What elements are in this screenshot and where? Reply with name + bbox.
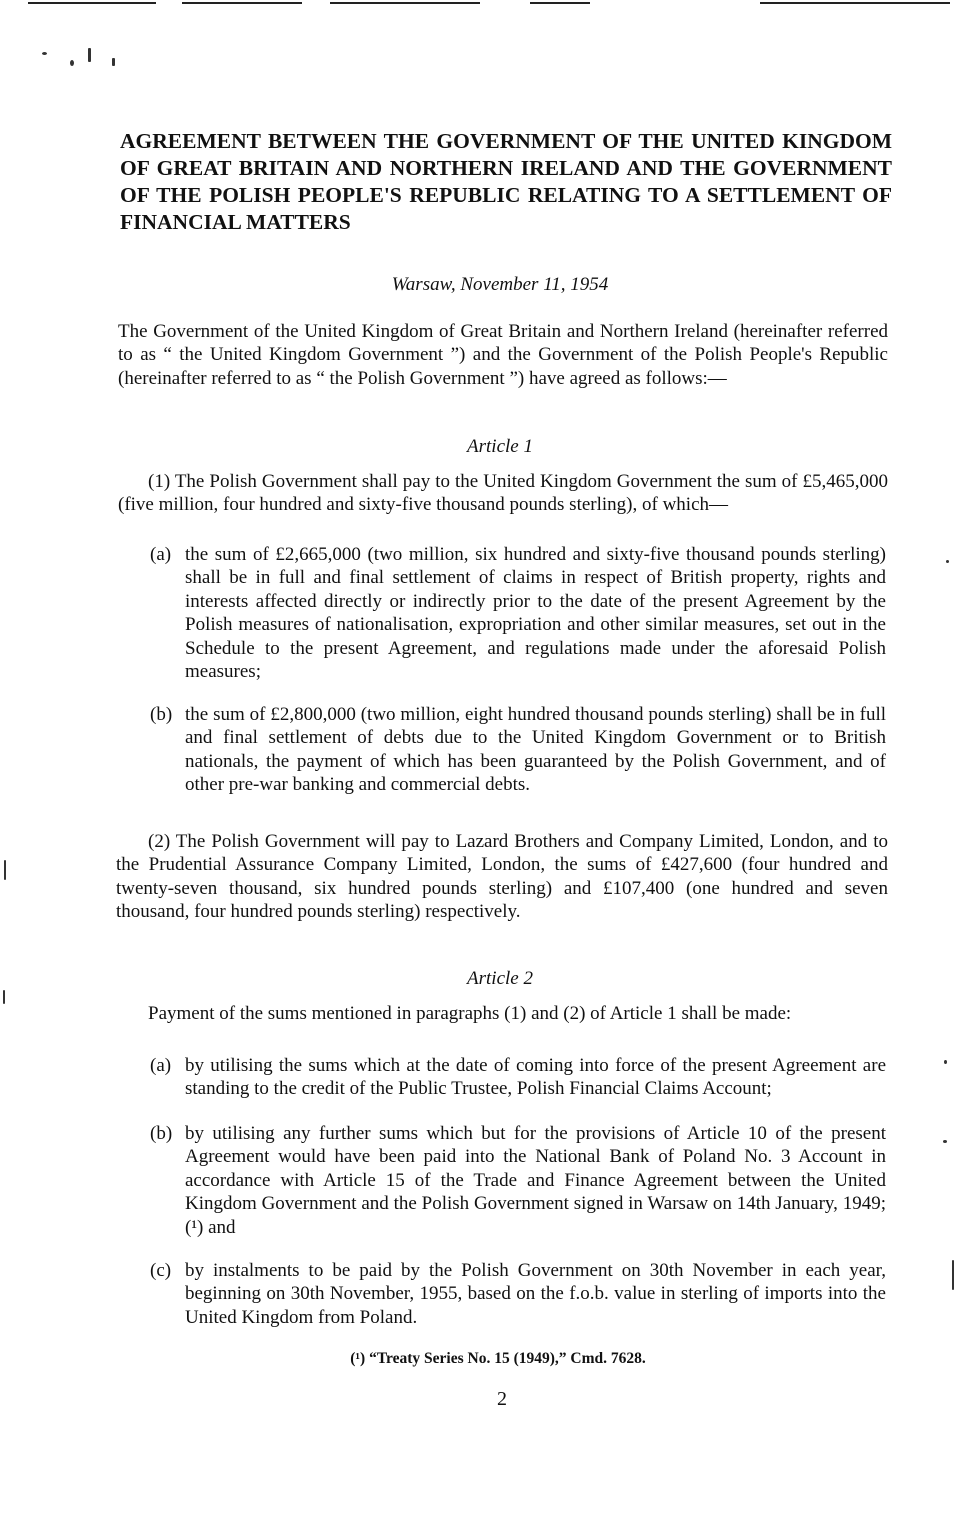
article-2-heading: Article 2 <box>467 968 533 989</box>
article-2-intro: Payment of the sums mentioned in paragraphs (1) and (2) of Article 1 shall be made: <box>148 1003 792 1024</box>
article-1-item-a <box>150 543 886 683</box>
page-number: 2 <box>497 1388 507 1410</box>
item-label: (a) <box>150 1055 172 1076</box>
item-label: (a) <box>150 544 172 565</box>
item-text: by utilising the sums which at the date of coming into force of the present Agreement are standing to the credit of the Public Trustee, Polish Financial Claims Account; <box>185 1055 886 1100</box>
scan-speck <box>946 560 949 563</box>
preamble: The Government of the United Kingdom of Great Britain and Northern Ireland (hereinafter referred to as “ the United Kingdom Government ”) and the Government of the Polish People's Republic (hereinafter referred to as “ the Polish Government ”) have agreed as follows:— <box>118 321 888 389</box>
footnote: (¹) “Treaty Series No. 15 (1949),” Cmd. 7628. <box>350 1350 646 1367</box>
article-2-item-a <box>150 1054 886 1101</box>
dateline: Warsaw, November 11, 1954 <box>391 274 609 295</box>
article-2-item-c <box>150 1259 886 1329</box>
scan-speck <box>3 990 5 1004</box>
article-1-heading: Article 1 <box>467 436 533 457</box>
scan-speck <box>943 1140 947 1143</box>
item-label: (b) <box>150 704 173 725</box>
scan-speck <box>112 58 115 66</box>
item-text: the sum of £2,665,000 (two million, six hundred and sixty-five thousand pounds sterling) shall be in full and final settlement of claims in respect of British property, rights and interests affected directly or indirectly prior to the date of the present Agreement by the Polish measures of nationalisation, expropriation and other similar measures, set out in the Schedule to the present Agreement, and regulations made under the aforesaid Polish measures; <box>185 544 886 683</box>
scan-rule <box>28 2 156 4</box>
item-label: (b) <box>150 1123 173 1144</box>
scan-rule <box>182 2 302 4</box>
scan-rule <box>330 2 480 4</box>
article-1-item-b <box>150 703 886 797</box>
scan-speck <box>42 52 47 55</box>
item-text: by utilising any further sums which but for the provisions of Article 10 of the present Agreement would have been paid into the National Bank of Poland No. 3 Account in accordance with Article 15 of the Trade and Finance Agreement between the United Kingdom Government and the Polish Government signed in Warsaw on 14th January, 1949;(¹) and <box>185 1123 886 1238</box>
item-text: the sum of £2,800,000 (two million, eight hundred thousand pounds sterling) shall be in full and final settlement of debts due to the United Kingdom Government or to British nationals, the payment of which has been guaranteed by the Polish Government, and of other pre-war banking and commercial debts. <box>185 704 886 796</box>
agreement-title: AGREEMENT BETWEEN THE GOVERNMENT OF THE UNITED KINGDOM OF GREAT BRITAIN AND NORTHERN IRELAND AND THE GOVERNMENT OF THE POLISH PEOPLE'S REPUBLIC RELATING TO A SETTLEMENT OF FINANCIAL MATTERS <box>120 129 892 234</box>
scan-rule <box>760 2 950 4</box>
article-1-paragraph-1: (1) The Polish Government shall pay to the United Kingdom Government the sum of £5,465,000 (five million, four hundred and sixty-five thousand pounds sterling), of which— <box>118 471 888 516</box>
scan-speck <box>70 60 74 66</box>
scan-speck <box>952 1260 954 1290</box>
scan-speck <box>4 860 6 880</box>
article-1-paragraph-2: (2) The Polish Government will pay to Lazard Brothers and Company Limited, London, and to the Prudential Assurance Company Limited, London, the sums of £427,600 (four hundred and twenty-seven thousand, six hundred pounds sterling) and £107,400 (one hundred and seven thousand, four hundred pounds sterling) respectively. <box>116 831 888 923</box>
scan-rule <box>530 2 590 4</box>
scan-speck <box>88 48 91 62</box>
article-2-item-b <box>150 1122 886 1239</box>
item-text: by instalments to be paid by the Polish Government on 30th November in each year, beginning on 30th November, 1955, based on the f.o.b. value in sterling of imports into the United Kingdom from Poland. <box>185 1260 886 1328</box>
scan-speck <box>944 1060 947 1064</box>
item-label: (c) <box>150 1260 172 1281</box>
